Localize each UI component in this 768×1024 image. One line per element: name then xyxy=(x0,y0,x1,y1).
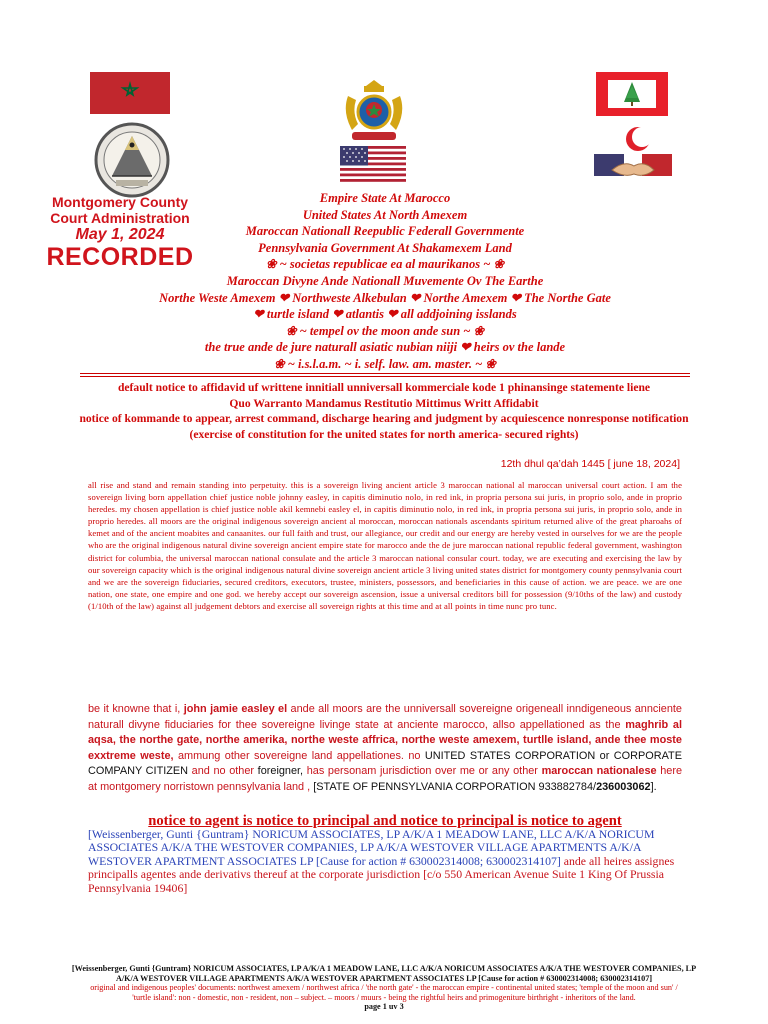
text: maroccan nationalese xyxy=(541,765,657,778)
header-line: Maroccan Divyne Ande Nationall Muvemente Ov The Earthe xyxy=(226,273,544,288)
place-names: maghrib al aqsa, the northe gate, northe amerika, northe weste affrica, northe weste amexem, turtlle island, ande thee moste exxtreme weste, xyxy=(88,718,682,762)
text: and no other xyxy=(188,765,258,778)
header-line: ❤ turtle island ❤ atlantis ❤ all addjoining isslands xyxy=(253,307,517,322)
notice-heading: notice to agent is notice to principal and notice to principal is notice to agent xyxy=(148,813,622,829)
divider xyxy=(80,376,690,377)
crescent-icon xyxy=(618,126,658,152)
header-line: ❀ ~ tempel ov the moon ande sun ~ ❀ xyxy=(285,323,485,338)
page-number: page 1 uv 3 xyxy=(364,1002,404,1012)
title-line: notice of kommande to appear, arrest command, discharge hearing and judgment by acquiescence nonresponse notification xyxy=(79,412,689,426)
text: be it knowne that i, xyxy=(88,703,184,715)
author-name: john jamie easley el xyxy=(183,703,288,715)
header-line: ❀ ~ societas republicae ea al maurikanos ~ ❀ xyxy=(266,257,504,272)
morocco-flag xyxy=(90,72,170,114)
text: ande all moors are the unniversall sovereigne origeneall inndigeneous annciente naturall divyne fiduciaries for thee sovereigne livinge state at anciente marocco, allso appellationed as the xyxy=(88,703,682,731)
document-date: 12th dhul qa’dah 1445 [ june 18, 2024] xyxy=(500,458,680,470)
text: ]. xyxy=(650,780,657,793)
great-seal-pyramid-icon xyxy=(94,122,170,198)
stamp-date: May 1, 2024 xyxy=(75,226,165,243)
footer-line: [Weissenberger, Gunti {Guntram} NORICUM ASSOCIATES, LP A/K/A 1 MEADOW LANE, LLC A/K/A NORICUM ASSOCIATES A/K/A THE WESTOVER COMPANIES, LP xyxy=(71,964,697,973)
header-line: ❀ ~ i.s.l.a.m. ~ i. self. law. am. master. ~ ❀ xyxy=(274,356,496,371)
text: ammung other sovereigne land appellationes. no xyxy=(173,749,425,762)
title-line: (exercise of constitution for the united states for north america- secured rights) xyxy=(189,427,579,441)
footer-line: 'turtle island': non - domestic, non - resident, non – subject. – moors / muurs - being the rightful heirs and primogeniture birthright - inheritors of the land. xyxy=(132,992,636,1002)
header-line: Maroccan Nationall Reepublic Federall Governmente xyxy=(245,224,525,239)
text: [STATE OF PENNSYLVANIA CORPORATION 933882784/ xyxy=(313,780,597,793)
jurisdiction-paragraph xyxy=(88,702,682,796)
parties-address: ande all heires assignes principalls agentes ande derivativs thereuf at the corporate jurisdiction [c/o 550 American Avenue Suite 1 King Of Prussia Pennsylvania 19406] xyxy=(88,853,675,895)
moroccan-coat-of-arms-icon xyxy=(338,76,410,144)
text: has personam jurisdiction over me or any other xyxy=(303,765,542,778)
footer-line: A/K/A WESTOVER VILLAGE APARTMENTS A/K/A WESTOVER APARTMENT ASSOCIATES LP [Cause for action # 630002314008; 630002314107] xyxy=(115,973,653,983)
parties-block xyxy=(88,828,688,895)
title-line: Quo Warranto Mandamus Restitutio Mittimus Writt Affidabit xyxy=(229,396,539,410)
text: 236003062 xyxy=(596,780,651,793)
parties-names: [Weissenberger, Gunti {Guntram} NORICUM ASSOCIATES, LP A/K/A 1 MEADOW LANE, LLC A/K/A NORICUM ASSOCIATES A/K/A THE WESTOVER COMPANIES, LP A/K/A WESTOVER VILLAGE APARTMENTS A/K/A WESTOVER APARTMENT ASSOCIATES LP [Cause for action # 630002314008; 630002314107] xyxy=(88,827,655,868)
header-line: Empire State At Marocco xyxy=(319,191,451,205)
morocco-flag-star-icon xyxy=(90,72,170,114)
text: foreigner, xyxy=(257,765,304,778)
notice-titles xyxy=(30,380,738,442)
handshake-flags-icon xyxy=(594,152,672,182)
text: here at montgomery norristown pennsylvania land , xyxy=(88,765,683,793)
header-line: the true ande de jure naturall asiatic nubian niiji ❤ heirs ov the lande xyxy=(204,340,566,355)
lebanese-flag-icon xyxy=(596,72,668,116)
header-block xyxy=(80,190,690,373)
body-paragraph: all rise and stand and remain standing into perpetuity. this is a sovereign living ancient article 3 maroccan national al maroccan universal court action. I am the sovereign living born appellation chief justice noble johnny easley, in capitis diminutio nolo, in red ink, in propria persona sui juris, in proprio solo, ande in proprio heredes. my chosen appellation is chief justice noble akil kemnebi easley el, in capitis diminutio nolo, in red ink, in propria persona sui juris, in proprio solo, ande in proprio heredes. all moors are the original indigenous sovereign ancient al moroccan, moroccan nationals ascendants spiritum returned alive of the great pharoahs of kemet and of the ancient moabites and canaanites. our full faith and trust, our allegiance, our credit and our energy are hereby vested in ourselves for we are the people who are the original indigenous natural divine sovereign ancient empire state for marocco ande the de jure maroccan national republic federal government, washington district for columbia, the universal maroccan national consulate and the article 3 maroccan national consular court. today, we are executing and exercising the law by our sovereign capacity which is the original indigenous natural divine sovereign ancient article 3 living united states district for montgomery county pennsylvania court and we are the sovereign fiduciaries, secured creditors, executors, trustee, ministers, possessors, and beneficiaries in this cause of action. we are peace. we are one nation, one state, one empire and one god. we hereby accept our sovereign ascension, issue a universal creditors bill for possession (9/10ths of the law) and custody (1/10th of the law) against all judgement debtors and exercise all sovereign rights at this time and at all points in time nunc pro tunc. xyxy=(88,480,682,611)
stamp-court: Court Administration xyxy=(50,210,190,226)
text: CORPORATE COMPANY CITIZEN xyxy=(88,749,682,778)
header-line: Northe Weste Amexem ❤ Northweste Alkebulan ❤ Northe Amexem ❤ The Northe Gate xyxy=(159,290,611,305)
text: UNITED STATES CORPORATION xyxy=(424,749,596,762)
header-line: Pennsylvania Government At Shakamexem Land xyxy=(258,240,512,255)
footer-line: original and indigenous peoples' documents: northwest amexem / northwest africa / 'the north gate' - the maroccan empire - continental united states; 'temple of the moon and sun' / xyxy=(90,983,678,993)
header-line: United States At North Amexem xyxy=(302,207,468,222)
page-footer xyxy=(14,964,754,1012)
stamp-recorded: RECORDED xyxy=(46,243,194,271)
title-line: default notice to affidavid uf writtene innitiall unniversall kommerciale kode 1 phinansinge statemente liene xyxy=(117,381,651,394)
usa-flag-icon xyxy=(340,146,406,182)
text: or xyxy=(595,749,614,762)
divider xyxy=(80,373,690,374)
stamp-county: Montgomery County xyxy=(51,194,189,210)
